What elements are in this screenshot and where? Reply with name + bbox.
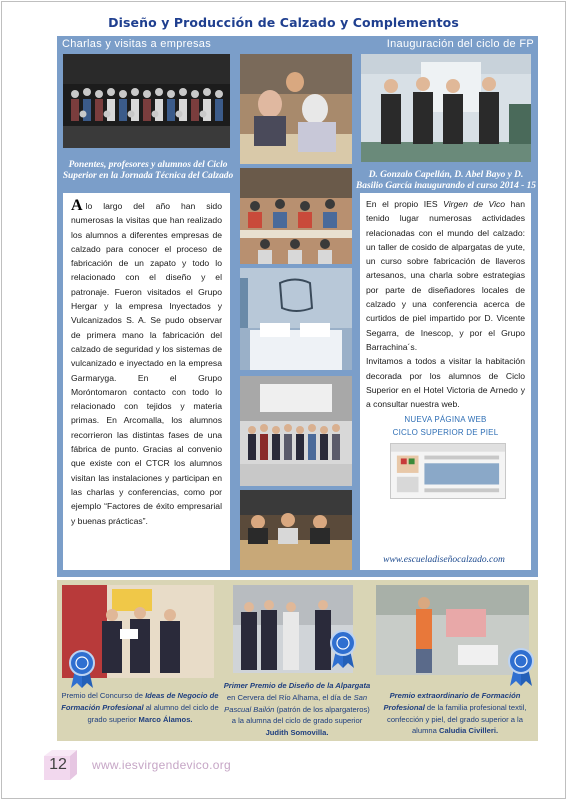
text-invitacion: Invitamos a todos a visitar la habitación decorada por los alumnos de Ciclo Superior en el Hotel Victoria de Arnedo y a consultar nuestra web.: [366, 356, 525, 410]
photo-hotel-room: [240, 268, 352, 370]
photo-workshop-table: [240, 490, 352, 570]
link-ciclo-superior-piel[interactable]: CICLO SUPERIOR DE PIEL: [392, 428, 499, 438]
caption-award-judith: Primer Premio de Diseño de la Alpargata en Cervera del Río Alhama, el día de San Pascual Bailón (patrón de los alpargateros) a la alumna del ciclo de grado superior Judith Somovilla.: [223, 681, 371, 738]
footer-url[interactable]: www.iesvirgendevico.org: [92, 758, 231, 772]
award-ribbon-icon: [506, 648, 536, 686]
text-actividades: En el propio IES Virgen de Vico han tenido lugar numerosas actividades relacionadas con el mundo del calzado: un taller de cosido de alpargatas de yute, un curso sobre fabricación de llaveros artesanos, una charla sobre estrategias por parte de diseñadores locales de calzado y una conferencia acerca de curtidos de piel impartido por D. Vicente Segarra, de Inescop, y por el Grupo Barrachina´s. Invitamos a todos a visitar la habitación decorada por los alumnos de Ciclo Superior en el Hotel Victoria de Arnedo y a consultar nuestra web. NUEVA PÁGINA WEB CICLO SUPERIOR DE PIEL: [360, 193, 531, 570]
section-heading-charlas: Charlas y visitas a empresas: [62, 38, 212, 50]
award-ribbon-icon: [328, 630, 358, 668]
caption-award-claudia: Premio extraordinario de Formación Profesional de la familia profesional textil, confección y piel, del grado superior a la alumna Caludia Civilleri.: [383, 691, 527, 736]
page-title: Diseño y Producción de Calzado y Complementos: [108, 15, 459, 30]
photo-inauguration: [361, 54, 531, 162]
photo-group-stage: [63, 54, 230, 148]
dropcap: A: [71, 197, 83, 214]
website-screenshot[interactable]: [390, 443, 506, 499]
text-visitas-empresas: [63, 193, 230, 570]
photo-group-exhibition: [240, 376, 352, 486]
award-ribbon-icon: [67, 650, 97, 688]
web-url-escuela[interactable]: www.escueladiseñocalzado.com: [383, 555, 505, 565]
link-nueva-pagina-web[interactable]: NUEVA PÁGINA WEB: [404, 415, 487, 425]
text-visitas-body: lo largo del año han sido numerosas la visitas que han realizado los alumnos a diferentes empresas de calzado para conocer el proceso de fabricación de un zapato y todo lo relacionado con el diseño y el patronaje. Fueron visitados el Grupo Hergar y la empresa Inyectados y Vulcanizados S. A. Se pudo observar de primera mano la fabricación del calzado de seguridad y los sistemas de vulcanizado e inyectado en la empresa Garmaryga. En el Grupo Moróntomaron contacto con todo lo relacionado con tejidos y materia primas. En Arcomalla, los alumnos recorrieron las distintas fases de una fábrica de punto. Gracias al convenio que existe con el CTCR los alumnos visitan las instalaciones y participan en las charlas y conferencias, como por ejemplo “Factores de éxito empresarial y buenas prácticas”.: [71, 201, 222, 526]
photo-workshop-women: [240, 54, 352, 164]
photo-classroom: [240, 168, 352, 264]
caption-jornada-tecnica: Ponentes, profesores y alumnos del Ciclo Superior en la Jornada Técnica del Calzado: [62, 160, 234, 181]
section-heading-inauguracion: Inauguración del ciclo de FP: [386, 38, 534, 50]
page-number: 12: [49, 756, 67, 773]
caption-award-marco: Premio del Concurso de Ideas de Negocio de Formación Profesional al alumno del ciclo de grado superior Marco Álamos.: [61, 691, 219, 724]
caption-inauguracion: D. Gonzalo Capellán, D. Abel Bayo y D. Basilio García inaugurando el curso 2014 - 15: [356, 170, 536, 191]
